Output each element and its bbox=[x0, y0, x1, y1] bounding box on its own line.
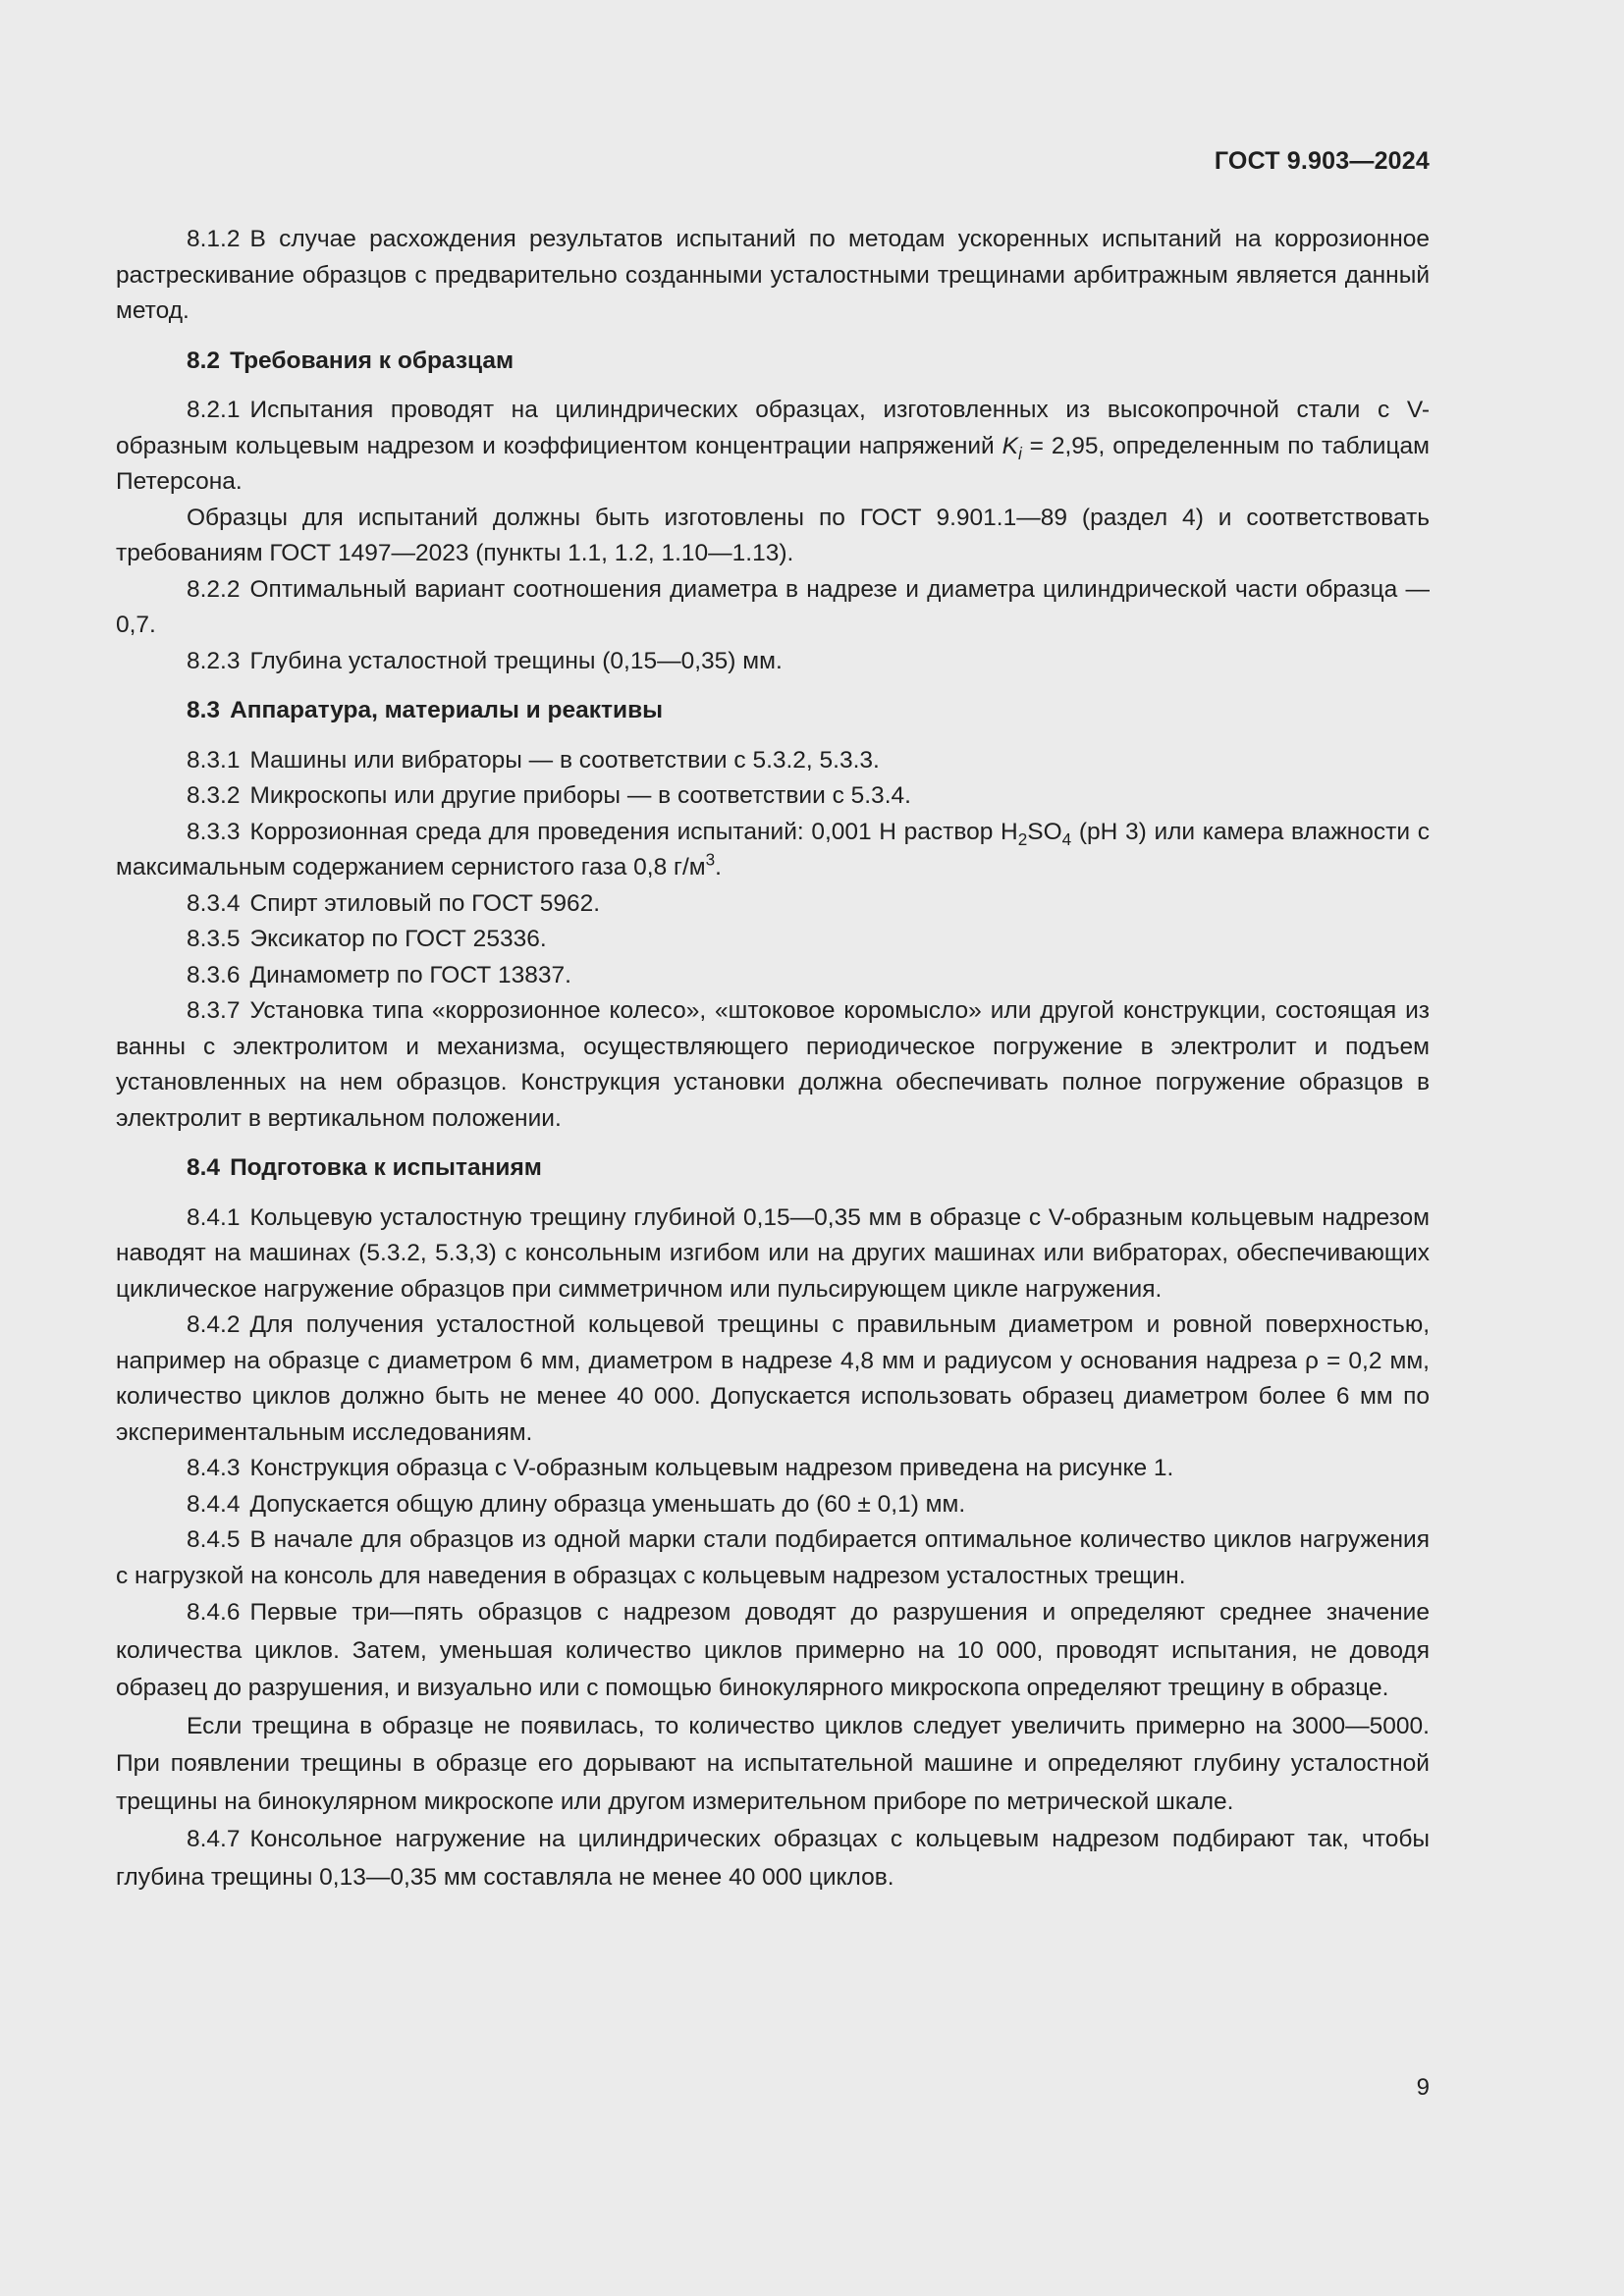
clause-text: Допускается общую длину образца уменьшать до (60 ± 0,1) мм. bbox=[249, 1490, 966, 1518]
clause-text-end: . bbox=[715, 854, 722, 881]
section-heading-8-4 bbox=[116, 1150, 1430, 1187]
clause-8-2-2 bbox=[116, 572, 1430, 644]
unit-superscript: 3 bbox=[705, 849, 716, 870]
formula-subscript: 4 bbox=[1061, 828, 1072, 849]
clause-number: 8.1.2 bbox=[187, 226, 241, 252]
clause-text: В случае расхождения результатов испытаний по методам ускоренных испытаний на коррозионное растрескивание образцов с предварительно созданными усталостными трещинами арбитражным является данный метод. bbox=[116, 226, 1430, 324]
concentration-factor-symbol: K bbox=[1001, 432, 1018, 459]
clause-number: 8.4.3 bbox=[187, 1455, 241, 1481]
clause-8-2-1-paragraph-2: Образцы для испытаний должны быть изготовлены по ГОСТ 9.901.1—89 (раздел 4) и соответствовать требованиям ГОСТ 1497—2023 (пункты 1.1, 1.2, 1.10—1.13). bbox=[116, 504, 1430, 566]
clause-text: Машины или вибраторы — в соответствии с 5.3.2, 5.3.3. bbox=[249, 746, 880, 774]
document-body bbox=[116, 222, 1430, 1896]
clause-number: 8.4.2 bbox=[187, 1311, 241, 1338]
clause-number: 8.4.6 bbox=[187, 1599, 241, 1626]
page-number: 9 bbox=[1416, 2074, 1430, 2101]
clause-number: 8.4.5 bbox=[187, 1526, 241, 1553]
section-title: Аппаратура, материалы и реактивы bbox=[230, 697, 664, 723]
clause-number: 8.3.5 bbox=[187, 926, 241, 952]
clause-number: 8.2.1 bbox=[187, 397, 241, 423]
clause-text: Коррозионная среда для проведения испытаний: 0,001 Н раствор H bbox=[249, 818, 1018, 845]
clause-text: Динамометр по ГОСТ 13837. bbox=[249, 961, 571, 988]
clause-number: 8.3.1 bbox=[187, 746, 241, 774]
clause-text-cont: (рН 3) или камера влажности с максимальным содержанием сернистого газа 0,8 г/м bbox=[116, 818, 1430, 881]
clause-8-4-3 bbox=[116, 1451, 1430, 1487]
clause-8-2-3 bbox=[116, 644, 1430, 680]
clause-text: Испытания проводят на цилиндрических образцах, изготовленных из высокопрочной стали с V-образным кольцевым надрезом и коэффициентом концентрации напряжений bbox=[116, 397, 1430, 459]
section-title: Подготовка к испытаниям bbox=[230, 1154, 542, 1181]
clause-8-3-3 bbox=[116, 815, 1430, 886]
clause-8-3-1 bbox=[116, 743, 1430, 779]
clause-8-4-6 bbox=[116, 1594, 1430, 1708]
standard-code-header: ГОСТ 9.903—2024 bbox=[1214, 147, 1430, 175]
clause-8-4-5 bbox=[116, 1522, 1430, 1594]
clause-text-cont: = 2,95, определенным по таблицам Петерсона. bbox=[116, 432, 1430, 495]
clause-number: 8.3.7 bbox=[187, 997, 241, 1024]
clause-text: Микроскопы или другие приборы — в соответствии с 5.3.4. bbox=[249, 782, 911, 809]
clause-number: 8.4.7 bbox=[187, 1826, 241, 1852]
clause-text: В начале для образцов из одной марки стали подбирается оптимальное количество циклов нагружения с нагрузкой на консоль для наведения в образцах с кольцевым надрезом усталостных трещин. bbox=[116, 1526, 1430, 1589]
section-number: 8.4 bbox=[187, 1154, 221, 1181]
clause-8-2-1 bbox=[116, 393, 1430, 501]
clause-number: 8.3.4 bbox=[187, 889, 241, 917]
clause-number: 8.3.2 bbox=[187, 782, 241, 809]
clause-text: Глубина усталостной трещины (0,15—0,35) мм. bbox=[249, 647, 783, 674]
section-heading-8-3 bbox=[116, 693, 1430, 729]
clause-8-4-6-paragraph-2: Если трещина в образце не появилась, то количество циклов следует увеличить примерно на 3000—5000. При появлении трещины в образце его дорывают на испытательной машине и определяют глубину усталостной трещины на бинокулярном микроскопе или другом измерительном приборе по метрической шкале. bbox=[116, 1712, 1430, 1815]
clause-number: 8.3.3 bbox=[187, 818, 241, 845]
clause-8-3-4 bbox=[116, 886, 1430, 923]
section-heading-8-2 bbox=[116, 344, 1430, 380]
clause-8-4-4 bbox=[116, 1487, 1430, 1523]
concentration-factor-subscript: i bbox=[1017, 443, 1022, 463]
section-number: 8.2 bbox=[187, 347, 221, 374]
clause-text: Спирт этиловый по ГОСТ 5962. bbox=[249, 889, 601, 917]
clause-text: Оптимальный вариант соотношения диаметра в надрезе и диаметра цилиндрической части образца — 0,7. bbox=[116, 575, 1430, 638]
section-title: Требования к образцам bbox=[230, 347, 514, 374]
clause-8-4-1 bbox=[116, 1201, 1430, 1308]
document-page bbox=[116, 0, 1430, 2296]
clause-number: 8.2.3 bbox=[187, 647, 241, 674]
clause-number: 8.3.6 bbox=[187, 961, 241, 988]
clause-8-3-7 bbox=[116, 993, 1430, 1137]
clause-text: Установка типа «коррозионное колесо», «штоковое коромысло» или другой конструкции, состоящая из ванны с электролитом и механизма, осуществляющего периодическое погружение в электролит и подъем установленных на нем образцов. Конструкция установки должна обеспечивать полное погружение образцов в электролит в вертикальном положении. bbox=[116, 997, 1430, 1132]
clause-text: Для получения усталостной кольцевой трещины с правильным диаметром и ровной поверхностью, например на образце с диаметром 6 мм, диаметром в надрезе 4,8 мм и радиусом у основания надреза ρ = 0,2 мм, количество циклов должно быть не менее 40 000. Допускается использовать образец диаметром более 6 мм по экспериментальным исследованиям. bbox=[116, 1311, 1430, 1446]
clause-text: Конструкция образца с V-образным кольцевым надрезом приведена на рисунке 1. bbox=[249, 1455, 1174, 1481]
clause-text: Консольное нагружение на цилиндрических образцах с кольцевым надрезом подбирают так, чтобы глубина трещины 0,13—0,35 мм составляла не менее 40 000 циклов. bbox=[116, 1826, 1430, 1891]
clause-number: 8.2.2 bbox=[187, 575, 241, 603]
formula-subscript: 2 bbox=[1017, 828, 1028, 849]
clause-8-4-2 bbox=[116, 1308, 1430, 1451]
clause-text: Эксикатор по ГОСТ 25336. bbox=[249, 926, 547, 952]
clause-8-1-2 bbox=[116, 222, 1430, 330]
clause-8-4-7 bbox=[116, 1821, 1430, 1896]
clause-number: 8.4.1 bbox=[187, 1203, 241, 1231]
clause-text: Кольцевую усталостную трещину глубиной 0,15—0,35 мм в образце с V-образным кольцевым надрезом наводят на машинах (5.3.2, 5.3,3) с консольным изгибом или на других машинах или вибраторах, обеспечивающих циклическое нагружение образцов при симметричном или пульсирующем цикле нагружения. bbox=[116, 1203, 1430, 1303]
formula-text: SO bbox=[1027, 818, 1062, 845]
clause-8-3-6 bbox=[116, 958, 1430, 994]
clause-number: 8.4.4 bbox=[187, 1490, 241, 1518]
clause-8-3-2 bbox=[116, 778, 1430, 815]
clause-8-3-5 bbox=[116, 922, 1430, 958]
section-number: 8.3 bbox=[187, 697, 221, 723]
clause-text: Первые три—пять образцов с надрезом доводят до разрушения и определяют среднее значение количества циклов. Затем, уменьшая количество циклов примерно на 10 000, проводят испытания, не доводя образец до разрушения, и визуально или с помощью бинокулярного микроскопа определяют трещину в образце. bbox=[116, 1599, 1430, 1701]
